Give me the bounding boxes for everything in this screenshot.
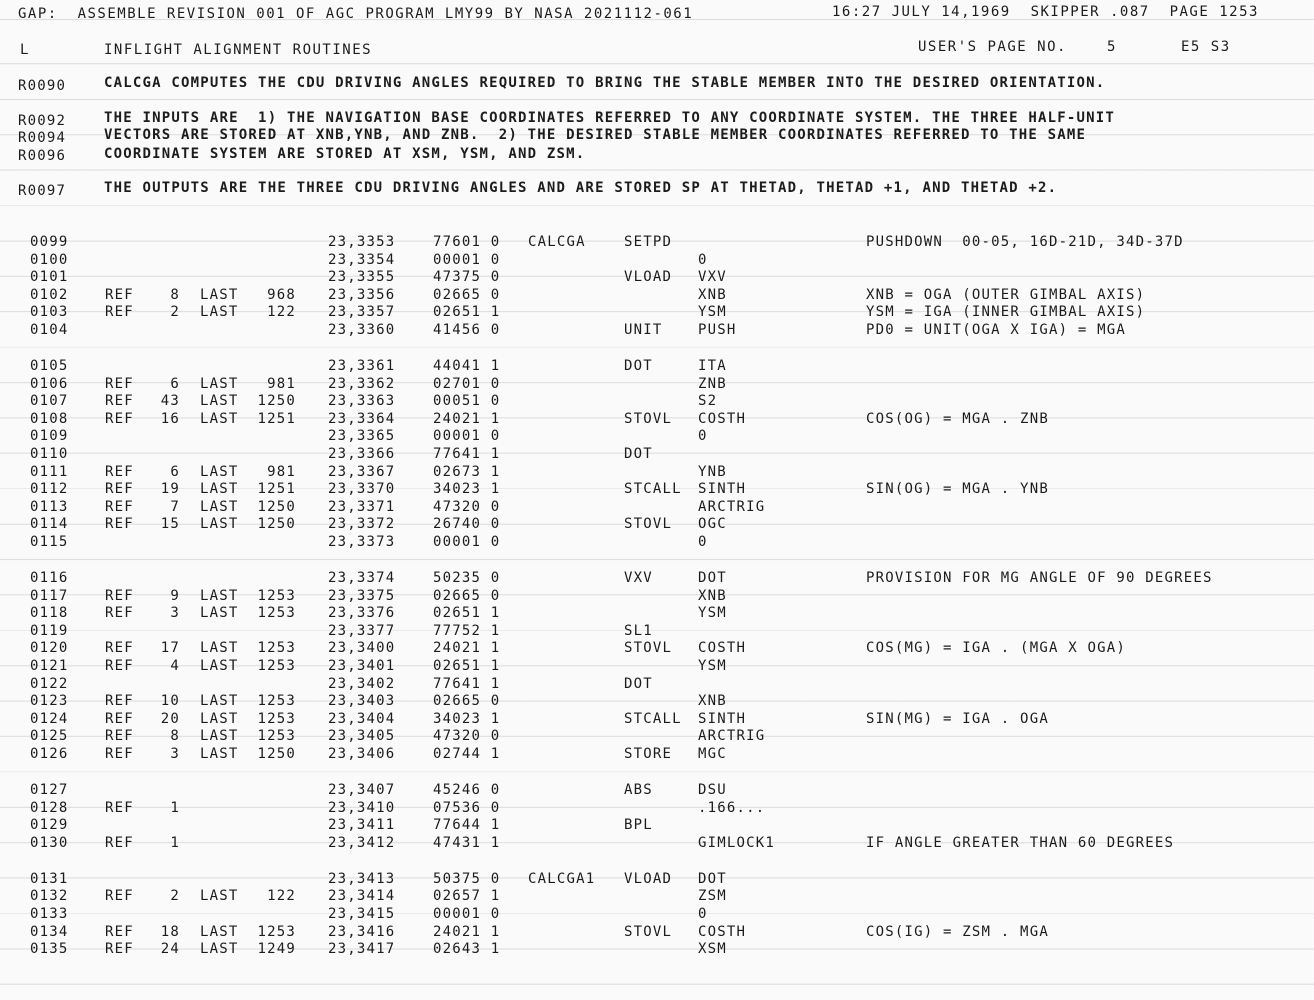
comment: SIN(MG) = IGA . OGA	[866, 710, 1049, 727]
ref-number: 1	[170, 799, 180, 816]
octal-word: 24021 1	[433, 410, 501, 427]
last-label: LAST	[200, 640, 239, 657]
ref-label: REF	[105, 375, 134, 392]
ref-label: REF	[105, 799, 134, 816]
octal-word: 47431 1	[433, 834, 501, 851]
operand: YSM	[698, 605, 727, 622]
operand: ITA	[698, 358, 727, 374]
address: 23,3400	[328, 640, 396, 657]
last-label: LAST	[200, 587, 239, 604]
user-page-label: USER'S PAGE NO.	[918, 39, 1067, 55]
line-number: 0107	[30, 393, 69, 410]
address: 23,3362	[328, 375, 396, 392]
octal-word: 26740 0	[433, 516, 501, 533]
address: 23,3404	[328, 710, 396, 727]
line-number: 0128	[30, 799, 69, 816]
line-number: 0100	[30, 251, 69, 268]
operand: SINTH	[698, 481, 747, 498]
last-page: 1253	[257, 605, 296, 622]
address: 23,3370	[328, 481, 396, 498]
octal-word: 77641 1	[433, 446, 501, 462]
last-page: 1249	[257, 941, 296, 958]
ref-number: 8	[170, 728, 180, 745]
line-number: 0121	[30, 658, 69, 674]
octal-word: 02701 0	[433, 375, 501, 392]
line-number: 0120	[30, 640, 69, 657]
last-page: 1253	[257, 923, 296, 940]
octal-word: 02651 1	[433, 304, 501, 321]
opcode: STCALL	[624, 481, 682, 498]
ref-label: REF	[105, 640, 134, 657]
comment: COS(IG) = ZSM . MGA	[866, 923, 1049, 940]
ref-number: 3	[170, 746, 180, 762]
comment: SIN(OG) = MGA . YNB	[866, 481, 1049, 498]
ref-label: REF	[105, 658, 134, 674]
remark-text: THE OUTPUTS ARE THE THREE CDU DRIVING ANGLES AND ARE STORED SP AT THETAD, THETAD +1, AND THETAD +2.	[104, 180, 1058, 196]
line-number: 0105	[30, 358, 69, 374]
operand: 0	[698, 251, 708, 268]
line-number: 0115	[30, 534, 69, 550]
comment: PD0 = UNIT(OGA X IGA) = MGA	[866, 322, 1126, 338]
octal-word: 77644 1	[433, 817, 501, 834]
octal-word: 02665 0	[433, 286, 501, 303]
address: 23,3360	[328, 322, 396, 338]
address: 23,3407	[328, 782, 396, 798]
operand: ARCTRIG	[698, 498, 766, 515]
opcode: BPL	[624, 817, 653, 834]
last-label: LAST	[200, 286, 239, 303]
ref-number: 19	[160, 481, 180, 498]
ref-label: REF	[105, 393, 134, 410]
line-number: 0109	[30, 428, 69, 445]
last-label: LAST	[200, 923, 239, 940]
octal-word: 02651 1	[433, 658, 501, 674]
ref-label: REF	[105, 587, 134, 604]
remark-text: THE INPUTS ARE 1) THE NAVIGATION BASE COORDINATES REFERRED TO ANY COORDINATE SYSTEM. THE THREE HALF-UNIT	[104, 110, 1116, 126]
address: 23,3413	[328, 870, 396, 887]
line-number: 0132	[30, 888, 69, 905]
octal-word: 50235 0	[433, 570, 501, 586]
line-number: 0131	[30, 870, 69, 887]
line-number: 0104	[30, 322, 69, 338]
last-page: 1250	[257, 516, 296, 533]
operand: ZNB	[698, 375, 727, 392]
ref-number: 7	[170, 498, 180, 515]
last-label: LAST	[200, 304, 239, 321]
last-label: LAST	[200, 393, 239, 410]
last-page: 1253	[257, 587, 296, 604]
octal-word: 24021 1	[433, 640, 501, 657]
ref-number: 24	[160, 941, 180, 958]
octal-word: 02665 0	[433, 587, 501, 604]
operand: COSTH	[698, 923, 747, 940]
ref-label: REF	[105, 834, 134, 851]
line-number: 0103	[30, 304, 69, 321]
line-number: 0129	[30, 817, 69, 834]
octal-word: 02643 1	[433, 941, 501, 958]
octal-word: 77601 0	[433, 234, 501, 250]
line-number: 0108	[30, 410, 69, 427]
ref-label: REF	[105, 888, 134, 905]
octal-word: 50375 0	[433, 870, 501, 887]
ref-number: 2	[170, 304, 180, 321]
octal-word: 77752 1	[433, 622, 501, 639]
ref-number: 17	[160, 640, 180, 657]
ref-label: REF	[105, 481, 134, 498]
opcode: SETPD	[624, 234, 673, 250]
last-page: 1253	[257, 640, 296, 657]
octal-word: 02744 1	[433, 746, 501, 762]
ref-number: 1	[170, 834, 180, 851]
ref-label: REF	[105, 693, 134, 710]
line-number: 0135	[30, 941, 69, 958]
address: 23,3414	[328, 888, 396, 905]
opcode: STOVL	[624, 410, 673, 427]
remark-id: R0096	[18, 148, 67, 164]
address: 23,3377	[328, 622, 396, 639]
operand: ZSM	[698, 888, 727, 905]
opcode: VLOAD	[624, 269, 673, 286]
operand: XSM	[698, 941, 727, 958]
operand: OGC	[698, 516, 727, 533]
last-label: LAST	[200, 693, 239, 710]
listing-header-right: 16:27 JULY 14,1969 SKIPPER .087 PAGE 1253	[832, 4, 1259, 20]
address: 23,3355	[328, 269, 396, 286]
opcode: STOVL	[624, 923, 673, 940]
line-number: 0123	[30, 693, 69, 710]
operand: DSU	[698, 782, 727, 798]
ref-label: REF	[105, 941, 134, 958]
last-page: 122	[267, 304, 296, 321]
octal-word: 24021 1	[433, 923, 501, 940]
last-label: LAST	[200, 746, 239, 762]
ref-label: REF	[105, 923, 134, 940]
last-page: 1253	[257, 728, 296, 745]
last-page: 1253	[257, 658, 296, 674]
section-title: INFLIGHT ALIGNMENT ROUTINES	[104, 42, 373, 58]
ref-label: REF	[105, 286, 134, 303]
ref-label: REF	[105, 605, 134, 622]
octal-word: 02673 1	[433, 463, 501, 480]
line-number: 0111	[30, 463, 69, 480]
operand: MGC	[698, 746, 727, 762]
last-label: LAST	[200, 481, 239, 498]
last-label: LAST	[200, 516, 239, 533]
operand: 0	[698, 428, 708, 445]
address: 23,3417	[328, 941, 396, 958]
opcode: STORE	[624, 746, 673, 762]
octal-word: 47375 0	[433, 269, 501, 286]
ref-number: 9	[170, 587, 180, 604]
octal-word: 02665 0	[433, 693, 501, 710]
last-page: 1251	[257, 481, 296, 498]
operand: DOT	[698, 570, 727, 586]
operand: VXV	[698, 269, 727, 286]
listing-header-left: GAP: ASSEMBLE REVISION 001 OF AGC PROGRAM LMY99 BY NASA 2021112-061	[18, 6, 694, 22]
line-number: 0116	[30, 570, 69, 586]
octal-word: 77641 1	[433, 675, 501, 692]
line-number: 0122	[30, 675, 69, 692]
last-label: LAST	[200, 888, 239, 905]
ref-label: REF	[105, 304, 134, 321]
ref-number: 8	[170, 286, 180, 303]
line-number: 0112	[30, 481, 69, 498]
last-page: 1250	[257, 393, 296, 410]
operand: GIMLOCK1	[698, 834, 776, 851]
comment: IF ANGLE GREATER THAN 60 DEGREES	[866, 834, 1175, 851]
line-number: 0134	[30, 923, 69, 940]
ref-label: REF	[105, 498, 134, 515]
operand: S2	[698, 393, 718, 410]
address: 23,3411	[328, 817, 396, 834]
address: 23,3403	[328, 693, 396, 710]
last-label: LAST	[200, 728, 239, 745]
ref-number: 2	[170, 888, 180, 905]
line-number: 0126	[30, 746, 69, 762]
opcode: VLOAD	[624, 870, 673, 887]
octal-word: 02657 1	[433, 888, 501, 905]
operand: COSTH	[698, 410, 747, 427]
ref-number: 3	[170, 605, 180, 622]
last-label: LAST	[200, 498, 239, 515]
address: 23,3415	[328, 906, 396, 922]
ref-label: REF	[105, 728, 134, 745]
operand: DOT	[698, 870, 727, 887]
remark-text: COORDINATE SYSTEM ARE STORED AT XSM, YSM, AND ZSM.	[104, 146, 586, 162]
address: 23,3371	[328, 498, 396, 515]
address: 23,3412	[328, 834, 396, 851]
opcode: DOT	[624, 446, 653, 462]
address: 23,3375	[328, 587, 396, 604]
ref-number: 43	[160, 393, 180, 410]
operand: 0	[698, 906, 708, 922]
address: 23,3402	[328, 675, 396, 692]
operand: 0	[698, 534, 708, 550]
last-page: 981	[267, 463, 296, 480]
address: 23,3373	[328, 534, 396, 550]
address: 23,3361	[328, 358, 396, 374]
remark-id: R0092	[18, 113, 67, 129]
opcode: ABS	[624, 782, 653, 798]
operand: XNB	[698, 693, 727, 710]
line-number: 0106	[30, 375, 69, 392]
address: 23,3366	[328, 446, 396, 462]
line-number: 0110	[30, 446, 69, 462]
operand: XNB	[698, 587, 727, 604]
address: 23,3363	[328, 393, 396, 410]
address: 23,3364	[328, 410, 396, 427]
comment: XNB = OGA (OUTER GIMBAL AXIS)	[866, 286, 1146, 303]
last-label: LAST	[200, 410, 239, 427]
operand: YNB	[698, 463, 727, 480]
line-number: 0127	[30, 782, 69, 798]
remark-text: CALCGA COMPUTES THE CDU DRIVING ANGLES REQUIRED TO BRING THE STABLE MEMBER INTO THE DESIRED ORIENTATION.	[104, 75, 1106, 91]
ref-number: 16	[160, 410, 180, 427]
last-label: LAST	[200, 463, 239, 480]
address: 23,3372	[328, 516, 396, 533]
comment: COS(OG) = MGA . ZNB	[866, 410, 1049, 427]
remark-id: R0097	[18, 183, 67, 199]
last-page: 968	[267, 286, 296, 303]
opcode: STCALL	[624, 710, 682, 727]
address: 23,3406	[328, 746, 396, 762]
ref-label: REF	[105, 710, 134, 727]
operand: SINTH	[698, 710, 747, 727]
ref-number: 4	[170, 658, 180, 674]
octal-word: 07536 0	[433, 799, 501, 816]
address: 23,3353	[328, 234, 396, 250]
ref-label: REF	[105, 746, 134, 762]
octal-word: 34023 1	[433, 710, 501, 727]
octal-word: 47320 0	[433, 498, 501, 515]
line-number: 0113	[30, 498, 69, 515]
line-number: 0114	[30, 516, 69, 533]
address: 23,3416	[328, 923, 396, 940]
address: 23,3410	[328, 799, 396, 816]
octal-word: 00001 0	[433, 906, 501, 922]
page-code: E5 S3	[1181, 39, 1231, 55]
ref-number: 6	[170, 463, 180, 480]
last-page: 1250	[257, 498, 296, 515]
operand: COSTH	[698, 640, 747, 657]
octal-word: 00051 0	[433, 393, 501, 410]
line-number: 0099	[30, 234, 69, 250]
last-page: 1251	[257, 410, 296, 427]
octal-word: 41456 0	[433, 322, 501, 338]
octal-word: 34023 1	[433, 481, 501, 498]
address: 23,3374	[328, 570, 396, 586]
ref-label: REF	[105, 516, 134, 533]
octal-word: 00001 0	[433, 534, 501, 550]
comment: YSM = IGA (INNER GIMBAL AXIS)	[866, 304, 1146, 321]
line-number: 0118	[30, 605, 69, 622]
line-number: 0102	[30, 286, 69, 303]
comment: PROVISION FOR MG ANGLE OF 90 DEGREES	[866, 570, 1213, 586]
opcode: DOT	[624, 675, 653, 692]
octal-word: 45246 0	[433, 782, 501, 798]
ref-label: REF	[105, 463, 134, 480]
operand: XNB	[698, 286, 727, 303]
operand: YSM	[698, 658, 727, 674]
last-label: LAST	[200, 710, 239, 727]
ref-number: 10	[160, 693, 180, 710]
ref-number: 6	[170, 375, 180, 392]
line-number: 0133	[30, 906, 69, 922]
octal-word: 00001 0	[433, 428, 501, 445]
last-page: 981	[267, 375, 296, 392]
octal-word: 47320 0	[433, 728, 501, 745]
operand: PUSH	[698, 322, 737, 338]
line-number: 0130	[30, 834, 69, 851]
ref-number: 18	[160, 923, 180, 940]
opcode: STOVL	[624, 516, 673, 533]
address: 23,3367	[328, 463, 396, 480]
line-number: 0117	[30, 587, 69, 604]
address: 23,3357	[328, 304, 396, 321]
opcode: UNIT	[624, 322, 663, 338]
last-page: 1250	[257, 746, 296, 762]
octal-word: 02651 1	[433, 605, 501, 622]
last-label: LAST	[200, 941, 239, 958]
address: 23,3354	[328, 251, 396, 268]
address: 23,3401	[328, 658, 396, 674]
last-label: LAST	[200, 375, 239, 392]
last-page: 1253	[257, 693, 296, 710]
operand: .166...	[698, 799, 766, 816]
user-page-number: 5	[1107, 39, 1117, 55]
address: 23,3376	[328, 605, 396, 622]
address: 23,3405	[328, 728, 396, 745]
last-label: LAST	[200, 658, 239, 674]
remark-id: R0094	[18, 130, 67, 146]
ref-label: REF	[105, 410, 134, 427]
comment: COS(MG) = IGA . (MGA X OGA)	[866, 640, 1126, 657]
ref-number: 20	[160, 710, 180, 727]
operand: YSM	[698, 304, 727, 321]
opcode: VXV	[624, 570, 653, 586]
line-number: 0125	[30, 728, 69, 745]
address: 23,3356	[328, 286, 396, 303]
line-number: 0119	[30, 622, 69, 639]
listing-type-letter: L	[20, 42, 30, 58]
line-number: 0101	[30, 269, 69, 286]
ref-number: 15	[160, 516, 180, 533]
last-label: LAST	[200, 605, 239, 622]
opcode: DOT	[624, 358, 653, 374]
octal-word: 44041 1	[433, 358, 501, 374]
address: 23,3365	[328, 428, 396, 445]
statement-label: CALCGA	[528, 234, 586, 250]
remark-id: R0090	[18, 78, 67, 94]
last-page: 122	[267, 888, 296, 905]
operand: ARCTRIG	[698, 728, 766, 745]
comment: PUSHDOWN 00-05, 16D-21D, 34D-37D	[866, 234, 1184, 250]
remark-text: VECTORS ARE STORED AT XNB,YNB, AND ZNB. 2) THE DESIRED STABLE MEMBER COORDINATES REFERRED TO THE SAME	[104, 127, 1087, 143]
opcode: STOVL	[624, 640, 673, 657]
octal-word: 00001 0	[433, 251, 501, 268]
line-number: 0124	[30, 710, 69, 727]
statement-label: CALCGA1	[528, 870, 596, 887]
opcode: SL1	[624, 622, 653, 639]
last-page: 1253	[257, 710, 296, 727]
